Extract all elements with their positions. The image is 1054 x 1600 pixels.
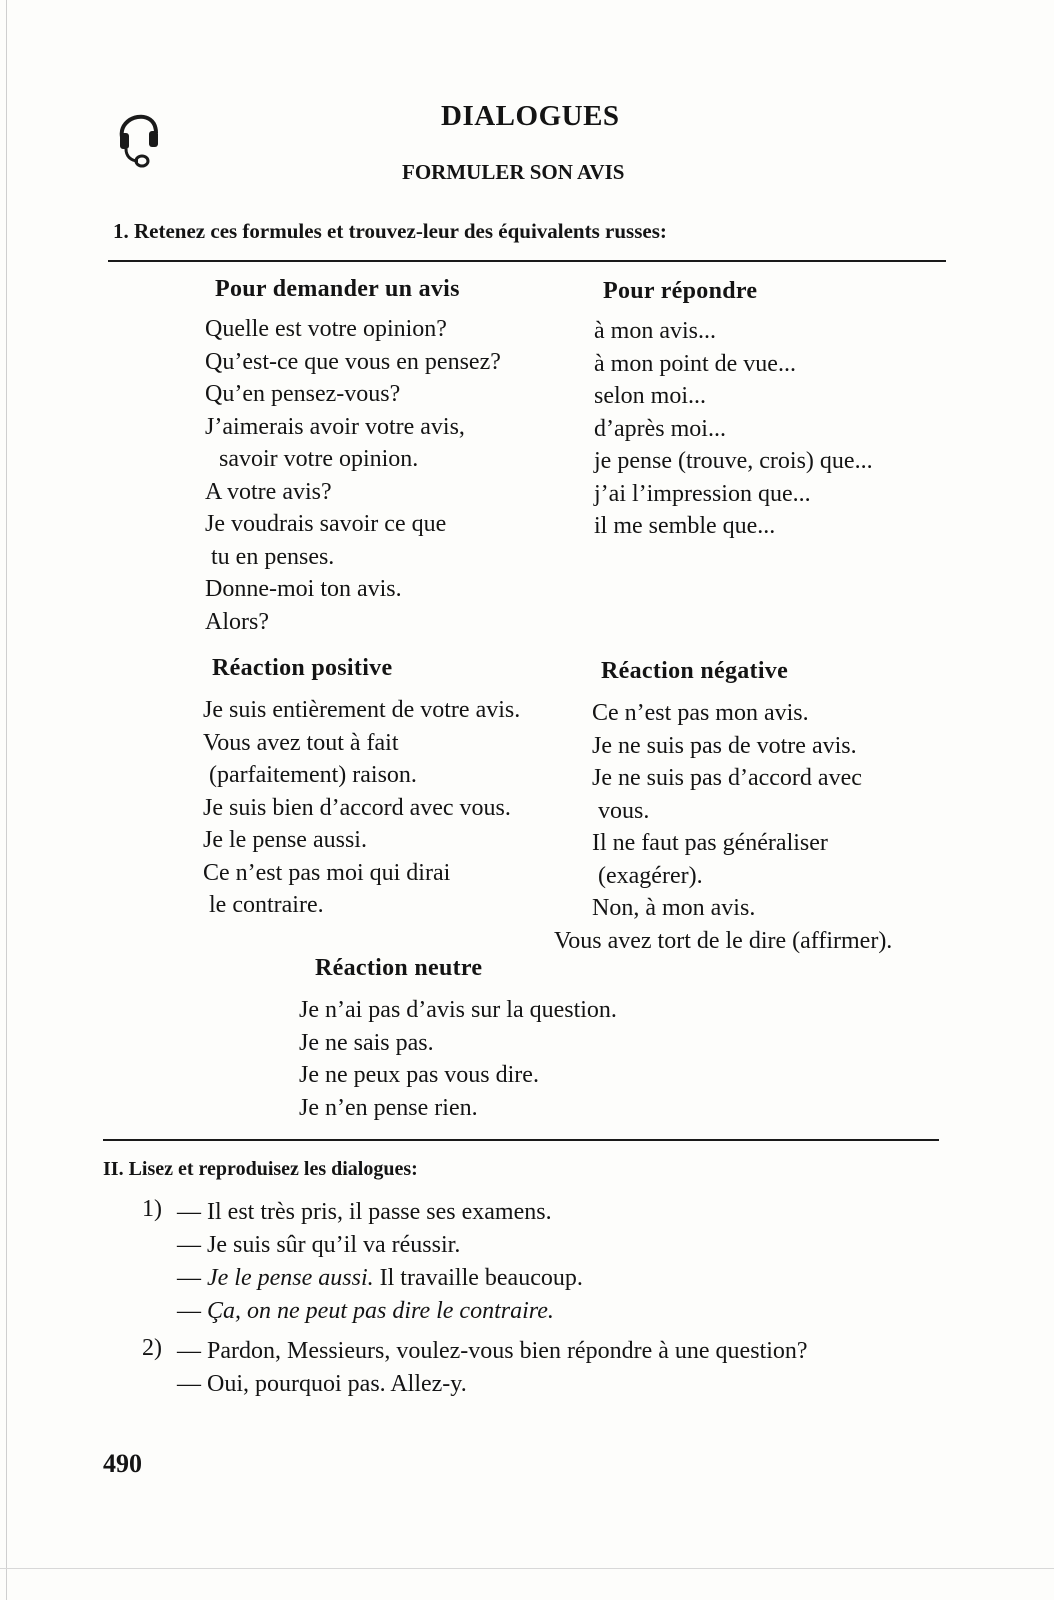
list-item: savoir votre opinion. (219, 446, 419, 472)
list-negative (592, 697, 862, 925)
list-item: Je ne suis pas de votre avis. (592, 732, 857, 759)
list-positive (203, 694, 520, 922)
list-item: Je le pense aussi. (203, 827, 367, 853)
list-item: Je ne sais pas. (299, 1029, 434, 1056)
list-item: Vous avez tort de le dire (affirmer). (554, 928, 893, 954)
list-item: d’après moi... (594, 415, 726, 442)
page-number: 490 (103, 1449, 142, 1478)
list-item: J’aimerais avoir votre avis, (205, 413, 465, 440)
list-item: (parfaitement) raison. (209, 762, 417, 788)
list-item: à mon avis... (594, 318, 716, 344)
dialogue-line: — Il est très pris, il passe ses examens. (177, 1199, 552, 1225)
list-item: Il ne faut pas généraliser (592, 830, 828, 856)
list-item: (exagérer). (598, 862, 703, 889)
list-item: j’ai l’impression que... (594, 480, 811, 507)
page-title: DIALOGUES (441, 100, 620, 132)
list-item: Je n’en pense rien. (299, 1094, 478, 1121)
heading-demander: Pour demander un avis (215, 276, 460, 302)
page-edge-bottom (0, 1568, 1054, 1569)
list-item: Vous avez tout à fait (203, 729, 399, 756)
list-repondre (594, 315, 873, 543)
list-neutre (299, 994, 617, 1124)
heading-negative: Réaction négative (601, 658, 789, 684)
list-item: je pense (trouve, crois) que... (594, 448, 873, 474)
list-item: A votre avis? (205, 478, 332, 505)
list-item: Ce n’est pas mon avis. (592, 700, 809, 726)
list-item: Je ne peux pas vous dire. (299, 1062, 539, 1088)
dialogue-line: — Ça, on ne peut pas dire le contraire. (177, 1298, 554, 1324)
heading-neutre: Réaction neutre (315, 955, 483, 981)
list-item: Non, à mon avis. (592, 895, 756, 921)
bottom-divider (103, 1139, 939, 1141)
heading-positive: Réaction positive (212, 655, 393, 681)
dialogue-2 (177, 1335, 808, 1401)
list-item: Qu’en pensez-vous? (205, 381, 401, 407)
dialogue-1 (177, 1196, 583, 1328)
list-item: Je voudrais savoir ce que (205, 511, 447, 537)
list-item: Qu’est-ce que vous en pensez? (205, 348, 501, 375)
dialogue-number: 1) (142, 1196, 162, 1222)
exercise-1-instruction: 1. Retenez ces formules et trouvez-leur des équivalents russes: (113, 219, 667, 243)
list-item: le contraire. (209, 892, 324, 918)
dialogue-line: — Je suis sûr qu’il va réussir. (177, 1232, 461, 1258)
dialogue-number: 2) (142, 1335, 162, 1361)
dialogue-line: — Pardon, Messieurs, voulez-vous bien répondre à une question? (177, 1338, 808, 1364)
headphones-icon (116, 103, 162, 169)
dialogue-line: — Je le pense aussi. Il travaille beaucoup. (177, 1265, 583, 1291)
page-subtitle: FORMULER SON AVIS (402, 160, 625, 184)
list-item: vous. (598, 797, 650, 824)
list-item: Ce n’est pas moi qui dirai (203, 859, 451, 886)
top-divider (108, 260, 946, 262)
page-edge (6, 0, 7, 1600)
list-item: Je ne suis pas d’accord avec (592, 765, 862, 791)
list-item: Alors? (205, 608, 269, 635)
heading-repondre: Pour répondre (603, 278, 758, 304)
list-item: tu en penses. (211, 543, 335, 570)
list-item: Donne-moi ton avis. (205, 576, 402, 602)
list-item: selon moi... (594, 383, 706, 409)
list-item: il me semble que... (594, 513, 776, 539)
list-item: Je n’ai pas d’avis sur la question. (299, 997, 617, 1023)
list-demander (205, 313, 501, 638)
list-item: à mon point de vue... (594, 350, 796, 377)
dialogue-line: — Oui, pourquoi pas. Allez-y. (177, 1371, 467, 1397)
exercise-2-instruction: II. Lisez et reproduisez les dialogues: (103, 1158, 418, 1180)
list-item: Je suis entièrement de votre avis. (203, 697, 521, 723)
list-item: Quelle est votre opinion? (205, 316, 447, 342)
list-item: Je suis bien d’accord avec vous. (203, 794, 511, 821)
